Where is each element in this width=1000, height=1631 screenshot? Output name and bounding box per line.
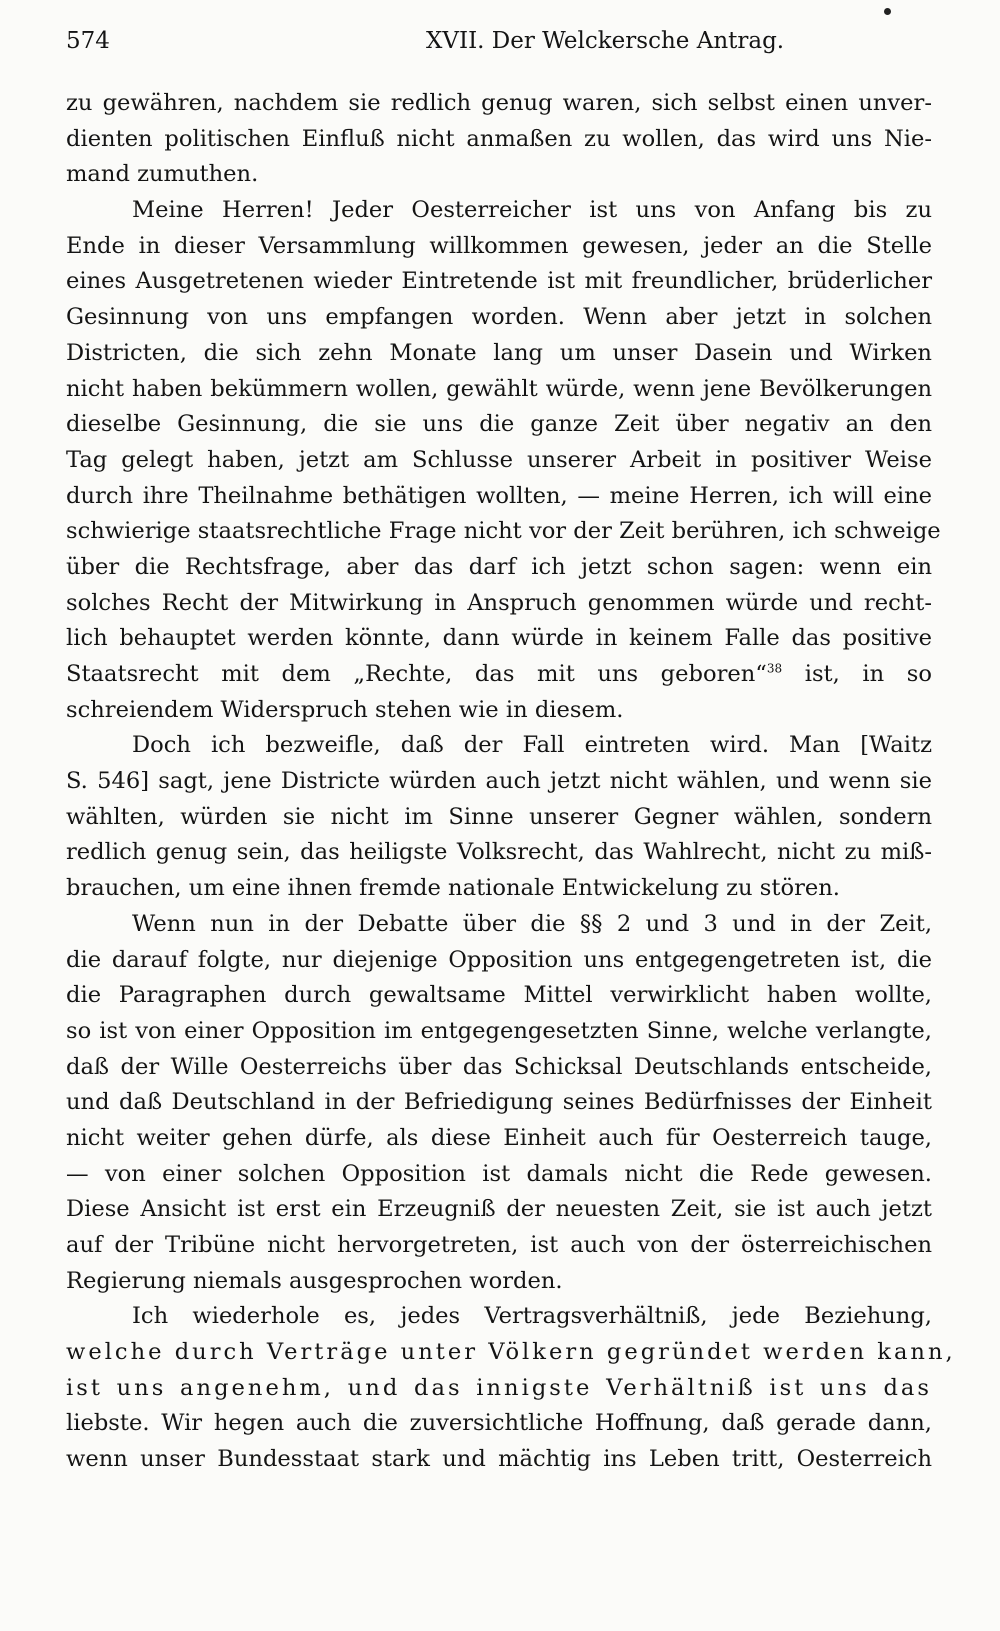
text-line: eines Ausgetretenen wieder Eintretende ist mit freundlicher, brüderlicher <box>66 268 932 295</box>
text-line: die darauf folgte, nur diejenige Opposition uns entgegengetreten ist, die <box>66 946 932 973</box>
paragraph <box>66 193 941 728</box>
text-line-emphasized: ist uns angenehm, und das innigste Verhältniß ist uns das <box>66 1374 932 1401</box>
page-number: 574 <box>66 28 110 54</box>
text-line: die Paragraphen durch gewaltsame Mittel verwirklicht haben wollte, <box>66 982 932 1009</box>
text-line-with-footnote <box>66 657 932 693</box>
text-line: zu gewähren, nachdem sie redlich genug waren, sich selbst einen unver- <box>66 90 932 116</box>
text-line: und daß Deutschland in der Befriedigung seines Bedürfnisses der Einheit <box>66 1089 932 1116</box>
text-line: brauchen, um eine ihnen fremde nationale Entwickelung zu stören. <box>66 875 840 902</box>
text-line: lich behauptet werden könnte, dann würde in keinem Falle das positive <box>66 625 932 652</box>
print-speck <box>884 8 891 15</box>
text-line: solches Recht der Mitwirkung in Anspruch genommen würde und recht- <box>66 589 932 616</box>
text-line: Wenn nun in der Debatte über die §§ 2 und 3 und in der Zeit, <box>132 910 932 937</box>
text-line: Gesinnung von uns empfangen worden. Wenn aber jetzt in solchen <box>66 304 932 331</box>
running-title: XVII. Der Welckersche Antrag. <box>426 28 785 54</box>
text-line: Doch ich bezweifle, daß der Fall eintreten wird. Man [Waitz <box>132 732 932 759</box>
text-line: nicht haben bekümmern wollen, gewählt würde, wenn jene Bevölkerungen <box>66 375 932 402</box>
text-line: Ende in dieser Versammlung willkommen gewesen, jeder an die Stelle <box>66 232 932 259</box>
text-line: nicht weiter gehen dürfe, als diese Einheit auch für Oesterreich tauge, <box>66 1124 932 1151</box>
text-line: S. 546] sagt, jene Districte würden auch jetzt nicht wählen, und wenn sie <box>66 768 932 795</box>
paragraph <box>66 1299 956 1477</box>
text-line: Districten, die sich zehn Monate lang um unser Dasein und Wirken <box>66 339 932 366</box>
paragraph <box>66 86 932 193</box>
text-line: Tag gelegt haben, jetzt am Schlusse unserer Arbeit in positiver Weise <box>66 446 932 473</box>
text-line: über die Rechtsfrage, aber das darf ich jetzt schon sagen: wenn ein <box>66 553 932 580</box>
text-line: Staatsrecht mit dem „Rechte, das mit uns geboren“$^{38}$ ist, in so <box>66 661 932 687</box>
text-line: durch ihre Theilnahme bethätigen wollten, — meine Herren, ich will eine <box>66 482 932 509</box>
text-line: liebste. Wir hegen auch die zuversichtliche Hoffnung, daß gerade dann, <box>66 1410 932 1437</box>
text-line: schwierige staatsrechtliche Frage nicht vor der Zeit berühren, ich schweige <box>66 518 941 545</box>
text-line: mand zumuthen. <box>66 161 259 188</box>
text-line: schreiendem Widerspruch stehen wie in diesem. <box>66 696 624 723</box>
footnote-reference: 38 <box>766 661 783 676</box>
text-line: wählten, würden sie nicht im Sinne unserer Gegner wählen, sondern <box>66 803 932 830</box>
paragraph <box>66 728 932 906</box>
text-line: dieselbe Gesinnung, die sie uns die ganze Zeit über negativ an den <box>66 411 932 438</box>
text-line: Ich wiederhole es, jedes Vertragsverhältniß, jede Beziehung, <box>132 1303 932 1330</box>
text-line: Regierung niemals ausgesprochen worden. <box>66 1267 563 1294</box>
page-header <box>66 28 932 68</box>
text-line-emphasized: welche durch Verträge unter Völkern gegründet werden kann, <box>66 1339 956 1366</box>
text-line: redlich genug sein, das heiligste Volksrecht, das Wahlrecht, nicht zu miß- <box>66 839 932 866</box>
text-line: — von einer solchen Opposition ist damals nicht die Rede gewesen. <box>66 1160 932 1187</box>
text-line: wenn unser Bundesstaat stark und mächtig ins Leben tritt, Oesterreich <box>66 1446 932 1473</box>
text-line: daß der Wille Oesterreichs über das Schicksal Deutschlands entscheide, <box>66 1053 932 1080</box>
text-line: Meine Herren! Jeder Oesterreicher ist uns von Anfang bis zu <box>132 197 932 224</box>
text-line: dienten politischen Einfluß nicht anmaßen zu wollen, das wird uns Nie- <box>66 125 932 152</box>
text-line: Diese Ansicht ist erst ein Erzeugniß der neuesten Zeit, sie ist auch jetzt <box>66 1196 932 1223</box>
paragraph <box>66 907 932 1300</box>
page-body <box>66 86 956 1478</box>
text-line: auf der Tribüne nicht hervorgetreten, ist auch von der österreichischen <box>66 1232 932 1258</box>
text-line: so ist von einer Opposition im entgegengesetzten Sinne, welche verlangte, <box>66 1017 932 1044</box>
